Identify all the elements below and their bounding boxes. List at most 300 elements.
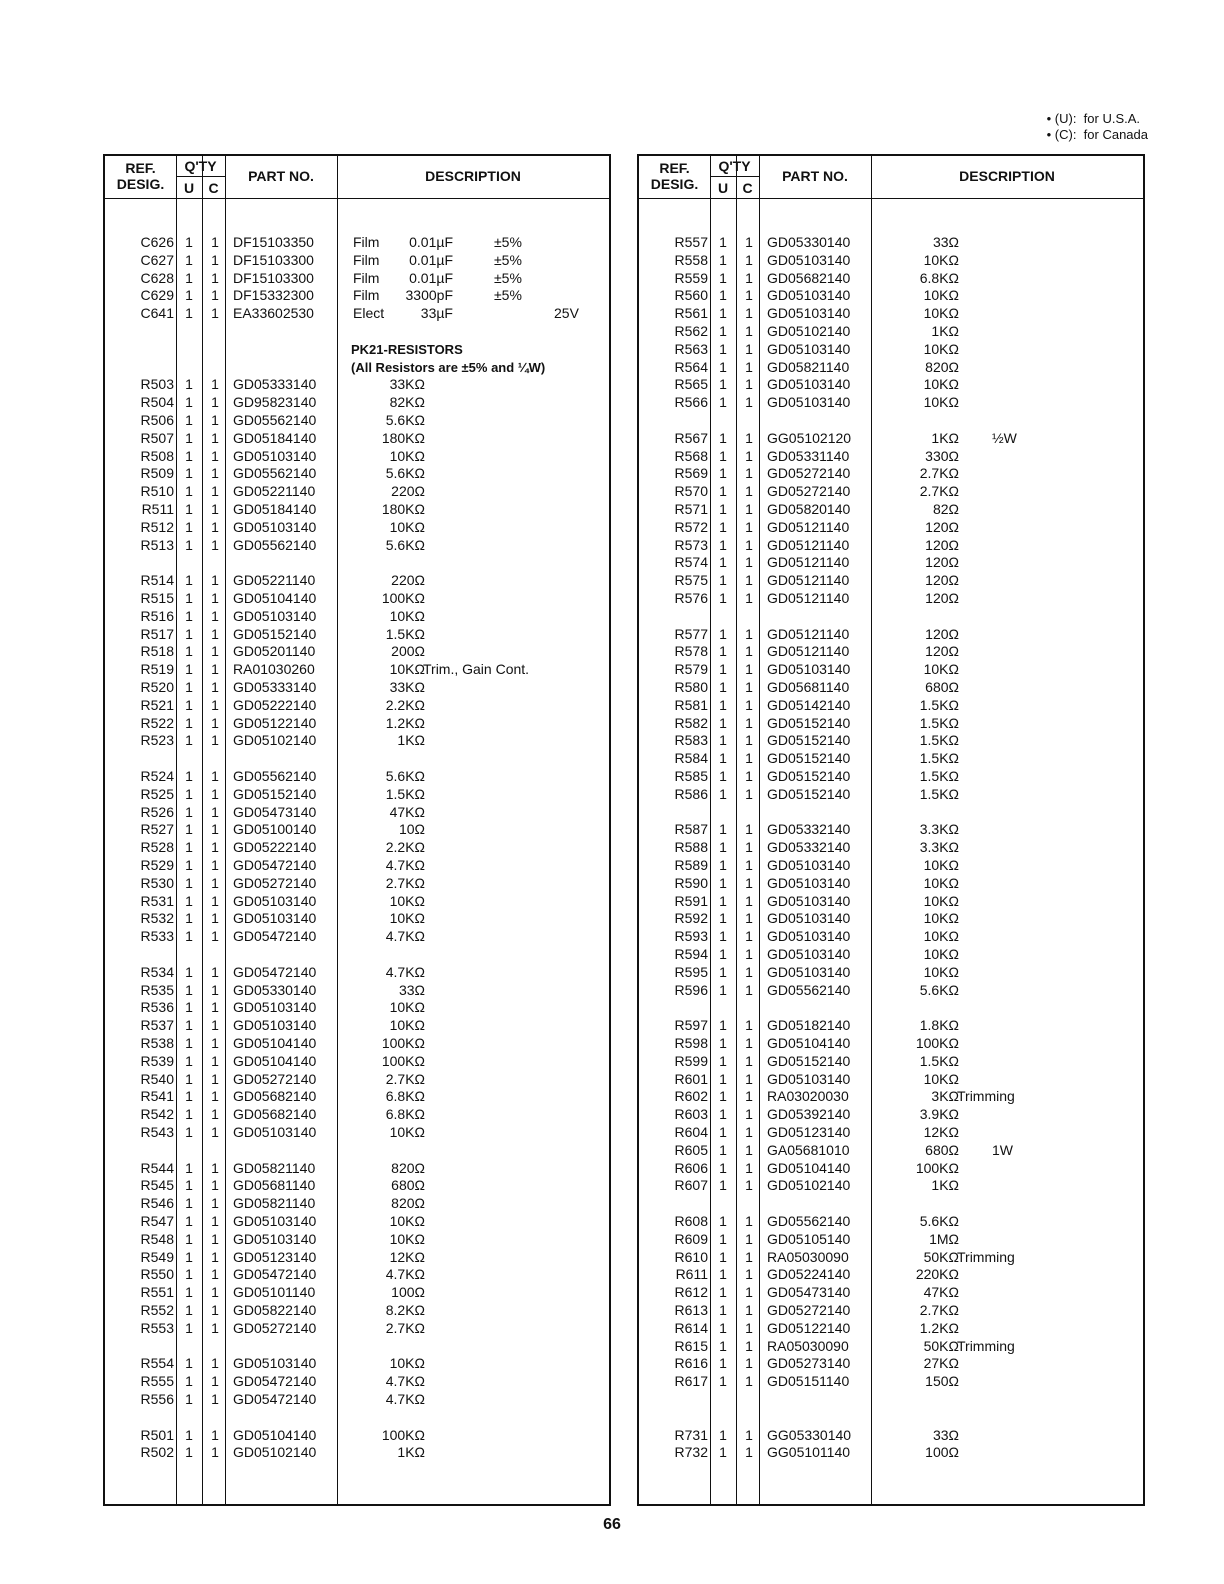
resistor-row	[105, 1266, 609, 1284]
ref-desig: R570	[674, 483, 708, 500]
ref-desig: R508	[140, 447, 174, 464]
resistor-row	[639, 1302, 1143, 1320]
resistance-value: 10KΩ	[923, 857, 959, 873]
resistance-value: 2.7KΩ	[919, 465, 959, 482]
part-no: GD05152140	[767, 785, 851, 802]
qty-u: 1	[719, 1106, 727, 1123]
resistance-value: 4.7KΩ	[385, 963, 425, 980]
ref-desig: R582	[674, 714, 708, 731]
qty-c: 1	[211, 501, 219, 517]
qty-c: 1	[745, 483, 753, 500]
resistance-value: 10KΩ	[923, 910, 959, 927]
ref-desig: R524	[140, 768, 174, 784]
resistor-row	[105, 1444, 609, 1462]
ref-desig: R617	[674, 1373, 708, 1390]
qty-u: 1	[185, 1017, 193, 1034]
ref-desig: R563	[674, 340, 708, 357]
resistor-row	[105, 804, 609, 822]
resistance-value: 10KΩ	[923, 376, 959, 393]
section-note: (All Resistors are ±5% and ¼W)	[351, 359, 546, 375]
resistor-row	[639, 626, 1143, 644]
qty-c: 1	[211, 1391, 219, 1407]
ref-desig: R502	[140, 1444, 174, 1461]
qty-c: 1	[211, 1444, 219, 1461]
part-no: GD05473140	[233, 803, 317, 820]
resistor-row	[639, 519, 1143, 537]
qty-c: 1	[745, 1088, 753, 1105]
part-no: GD05102140	[233, 1444, 317, 1461]
resistor-row	[105, 448, 609, 466]
qty-c: 1	[211, 732, 219, 749]
part-no: DF15332300	[233, 287, 314, 304]
part-no: GD05103140	[233, 999, 317, 1016]
qty-c: 1	[745, 910, 753, 927]
qty-u: 1	[719, 234, 727, 250]
capacitor-type: Film	[353, 269, 380, 286]
resistor-row	[105, 1355, 609, 1373]
resistor-row	[639, 643, 1143, 661]
qty-c: 1	[211, 661, 219, 678]
qty-c: 1	[211, 607, 219, 624]
resistance-value: 6.8KΩ	[919, 269, 959, 286]
qty-c: 1	[211, 1248, 219, 1265]
ref-desig: R538	[140, 1035, 174, 1051]
resistor-row	[639, 1106, 1143, 1124]
qty-u: 1	[719, 928, 727, 945]
qty-c: 1	[211, 714, 219, 731]
qty-u: 1	[185, 1444, 193, 1461]
part-no: GD05103140	[767, 928, 851, 945]
part-no: GD05123140	[767, 1124, 851, 1140]
resistor-row	[105, 1017, 609, 1035]
qty-c: 1	[211, 287, 219, 304]
resistor-row	[105, 982, 609, 1000]
qty-c: 1	[745, 447, 753, 464]
ref-desig: R592	[674, 910, 708, 927]
resistance-value: 1.8KΩ	[919, 1017, 959, 1034]
qty-c: 1	[745, 429, 753, 446]
resistance-value: 100KΩ	[381, 1426, 425, 1443]
tolerance: ±5%	[494, 251, 522, 268]
qty-u: 1	[719, 340, 727, 357]
resistance-value: 33Ω	[398, 981, 425, 998]
resistance-value: 2.7KΩ	[385, 874, 425, 891]
resistor-row	[105, 715, 609, 733]
qty-u: 1	[185, 465, 193, 482]
resistance-value: 1.5KΩ	[385, 625, 425, 642]
qty-c: 1	[745, 465, 753, 482]
header-part-no: PART NO.	[248, 168, 314, 184]
part-no: GD05104140	[233, 1052, 317, 1069]
resistor-row	[639, 715, 1143, 733]
qty-u: 1	[185, 1248, 193, 1265]
qty-c: 1	[211, 1195, 219, 1212]
resistance-value: 4.7KΩ	[385, 1391, 425, 1407]
qty-u: 1	[719, 1266, 727, 1283]
ref-desig: R601	[674, 1070, 708, 1087]
capacitor-type: Film	[353, 251, 380, 268]
resistor-row	[639, 252, 1143, 270]
qty-c: 1	[745, 857, 753, 873]
part-no: GD05104140	[233, 1035, 317, 1051]
part-no: GD05681140	[233, 1177, 316, 1194]
tolerance: ±5%	[494, 269, 522, 286]
ref-desig: R513	[140, 536, 174, 553]
part-no: GD05121140	[767, 536, 850, 553]
resistor-row	[105, 1071, 609, 1089]
part-no: GD05103140	[767, 1070, 851, 1087]
ref-desig: R529	[140, 857, 174, 873]
qty-c: 1	[745, 1426, 753, 1443]
header-part-no: PART NO.	[782, 168, 848, 184]
qty-u: 1	[185, 501, 193, 517]
part-no: RA03020030	[767, 1088, 849, 1105]
ref-desig: R586	[674, 785, 708, 802]
qty-c: 1	[211, 305, 219, 322]
resistance-value: 3.9KΩ	[919, 1106, 959, 1123]
resistor-row	[105, 1195, 609, 1213]
qty-u: 1	[185, 590, 193, 606]
resistor-row	[105, 430, 609, 448]
qty-u: 1	[719, 501, 727, 517]
resistor-row	[105, 519, 609, 537]
part-no: GD05182140	[767, 1017, 851, 1034]
resistance-value: 4.7KΩ	[385, 857, 425, 873]
part-no: GD05221140	[233, 483, 316, 500]
ref-desig: C628	[140, 269, 174, 286]
part-no: GD05103140	[767, 251, 851, 268]
qty-u: 1	[719, 1319, 727, 1336]
header-ref-line1: REF.	[659, 160, 690, 176]
qty-c: 1	[211, 1017, 219, 1034]
part-no: GD05682140	[233, 1106, 317, 1123]
qty-c: 1	[211, 447, 219, 464]
part-no: GD05821140	[233, 1195, 316, 1212]
qty-u: 1	[185, 1426, 193, 1443]
qty-c: 1	[211, 1284, 219, 1301]
ref-desig: R581	[674, 696, 708, 713]
ref-desig: R576	[674, 590, 708, 606]
ref-desig: R732	[674, 1444, 708, 1461]
part-no: GD05103140	[233, 447, 317, 464]
resistor-row	[639, 1124, 1143, 1142]
ref-desig: R527	[140, 821, 174, 838]
qty-c: 1	[745, 1141, 753, 1158]
part-no: GD05121140	[767, 625, 850, 642]
qty-u: 1	[185, 412, 193, 428]
tolerance: ±5%	[494, 287, 522, 304]
resistor-row	[639, 910, 1143, 928]
qty-c: 1	[745, 643, 753, 660]
qty-u: 1	[719, 750, 727, 767]
qty-c: 1	[745, 536, 753, 553]
resistor-row	[639, 946, 1143, 964]
qty-u: 1	[185, 376, 193, 393]
part-no: GD05121140	[767, 554, 850, 571]
part-no: GD05103140	[767, 910, 851, 927]
qty-c: 1	[745, 874, 753, 891]
qty-c: 1	[745, 714, 753, 731]
qty-u: 1	[719, 1035, 727, 1051]
qty-c: 1	[211, 963, 219, 980]
resistance-value: 50KΩ	[923, 1337, 959, 1354]
part-no: GD05472140	[233, 1373, 317, 1390]
resistance-value: 680Ω	[925, 679, 959, 695]
part-no: RA01030260	[233, 661, 315, 678]
ref-desig: R552	[140, 1302, 174, 1318]
part-no: GD95823140	[233, 394, 317, 411]
qty-u: 1	[719, 1017, 727, 1034]
ref-desig: R551	[140, 1284, 174, 1301]
part-no: GD05152140	[233, 625, 317, 642]
qty-c: 1	[211, 1070, 219, 1087]
qty-c: 1	[745, 251, 753, 268]
qty-c: 1	[745, 376, 753, 393]
ref-desig: R535	[140, 981, 174, 998]
ref-desig: R506	[140, 412, 174, 428]
qty-u: 1	[185, 768, 193, 784]
resistor-row	[105, 537, 609, 555]
qty-u: 1	[185, 1284, 193, 1301]
header-rule	[639, 198, 1143, 199]
ref-desig: R562	[674, 323, 708, 339]
qty-u: 1	[185, 269, 193, 286]
resistor-row	[105, 999, 609, 1017]
resistor-row	[639, 483, 1143, 501]
resistance-value: 330Ω	[925, 447, 959, 464]
resistor-row	[639, 1213, 1143, 1231]
qty-c: 1	[211, 1319, 219, 1336]
qty-c: 1	[211, 1266, 219, 1283]
resistor-row	[105, 590, 609, 608]
qty-u: 1	[185, 447, 193, 464]
qty-u: 1	[719, 554, 727, 571]
capacitance-value: 0.01µF	[409, 269, 453, 286]
qty-c: 1	[745, 1017, 753, 1034]
part-no: DF15103350	[233, 234, 314, 250]
resistance-value: 10Ω	[398, 821, 425, 838]
part-no: GD05152140	[767, 768, 851, 784]
ref-desig: R532	[140, 910, 174, 927]
ref-desig: R534	[140, 963, 174, 980]
part-no: GD05103140	[767, 661, 851, 678]
capacitor-row	[105, 305, 609, 323]
wattage-note: 1W	[992, 1141, 1013, 1158]
qty-c: 1	[745, 661, 753, 678]
resistance-value: 50KΩ	[923, 1248, 959, 1265]
resistor-row	[105, 928, 609, 946]
qty-c: 1	[745, 269, 753, 286]
resistor-row	[639, 323, 1143, 341]
qty-c: 1	[745, 892, 753, 909]
part-no: DF15103300	[233, 251, 314, 268]
qty-u: 1	[719, 358, 727, 375]
qty-c: 1	[745, 1319, 753, 1336]
ref-desig: R522	[140, 714, 174, 731]
qty-u: 1	[719, 287, 727, 304]
resistance-value: 33KΩ	[389, 679, 425, 695]
resistance-value: 1KΩ	[931, 1177, 959, 1194]
ref-desig: R517	[140, 625, 174, 642]
capacitor-type: Film	[353, 234, 380, 250]
resistor-row	[105, 1124, 609, 1142]
part-no: GD05103140	[233, 1213, 317, 1229]
resistance-value: 120Ω	[925, 625, 959, 642]
resistance-value: 100KΩ	[381, 1035, 425, 1051]
qty-c: 1	[745, 340, 753, 357]
qty-c: 1	[745, 1230, 753, 1247]
qty-u: 1	[185, 287, 193, 304]
ref-desig: R616	[674, 1355, 708, 1372]
part-no: GD05562140	[233, 412, 317, 428]
resistance-value: 1.5KΩ	[919, 750, 959, 767]
qty-u: 1	[719, 1141, 727, 1158]
qty-c: 1	[211, 1177, 219, 1194]
qty-u: 1	[719, 447, 727, 464]
resistance-value: 5.6KΩ	[919, 981, 959, 998]
part-no: GA05681010	[767, 1141, 850, 1158]
ref-desig: R557	[674, 234, 708, 250]
resistor-row	[105, 768, 609, 786]
qty-u: 1	[185, 857, 193, 873]
ref-desig: R595	[674, 963, 708, 980]
qty-u: 1	[719, 1088, 727, 1105]
part-no: GD05331140	[767, 447, 850, 464]
part-no: GD05103140	[767, 376, 851, 393]
resistor-row	[639, 1017, 1143, 1035]
ref-desig: R565	[674, 376, 708, 393]
resistor-row	[639, 341, 1143, 359]
qty-u: 1	[719, 483, 727, 500]
resistor-row	[639, 1071, 1143, 1089]
part-no: GD05332140	[767, 821, 851, 838]
qty-c: 1	[745, 1106, 753, 1123]
resistor-row	[639, 1142, 1143, 1160]
qty-u: 1	[719, 1159, 727, 1176]
part-no: GD05152140	[767, 732, 851, 749]
part-no: GD05562140	[233, 465, 317, 482]
part-no: GD05105140	[767, 1230, 851, 1247]
qty-c: 1	[211, 1213, 219, 1229]
part-no: RA05030090	[767, 1337, 849, 1354]
qty-u: 1	[185, 1195, 193, 1212]
ref-desig: R515	[140, 590, 174, 606]
resistance-value: 10KΩ	[923, 287, 959, 304]
part-no: GD05103140	[767, 287, 851, 304]
qty-u: 1	[719, 981, 727, 998]
qty-u: 1	[185, 892, 193, 909]
part-no: GD05562140	[767, 981, 851, 998]
resistor-row	[639, 750, 1143, 768]
qty-c: 1	[211, 1106, 219, 1123]
resistor-row	[105, 1213, 609, 1231]
qty-c: 1	[211, 483, 219, 500]
qty-u: 1	[719, 1302, 727, 1318]
ref-desig: R571	[674, 501, 708, 517]
ref-desig: R569	[674, 465, 708, 482]
ref-desig: R559	[674, 269, 708, 286]
resistor-row	[105, 1249, 609, 1267]
qty-c: 1	[745, 1070, 753, 1087]
header-ref-line2: DESIG.	[116, 176, 165, 192]
ref-desig: R613	[674, 1302, 708, 1318]
ref-desig: R609	[674, 1230, 708, 1247]
resistor-row	[639, 1035, 1143, 1053]
resistance-value: 33Ω	[932, 1426, 959, 1443]
qty-u: 1	[719, 269, 727, 286]
ref-desig: R528	[140, 839, 174, 856]
header-qty-u: U	[183, 180, 195, 196]
resistor-row	[639, 964, 1143, 982]
qty-u: 1	[185, 803, 193, 820]
resistor-row	[639, 572, 1143, 590]
part-no: GD05562140	[767, 1213, 851, 1229]
resistor-row	[105, 697, 609, 715]
qty-u: 1	[719, 696, 727, 713]
resistance-value: 150Ω	[925, 1373, 959, 1390]
resistor-row	[105, 661, 609, 679]
qty-c: 1	[211, 536, 219, 553]
ref-desig: R561	[674, 305, 708, 322]
ref-desig: R587	[674, 821, 708, 838]
ref-desig: R537	[140, 1017, 174, 1034]
resistance-value: 10KΩ	[923, 928, 959, 945]
resistor-row	[639, 875, 1143, 893]
resistance-value: 120Ω	[925, 572, 959, 589]
region-notes	[1047, 111, 1148, 143]
qty-c: 1	[211, 1230, 219, 1247]
part-no: GD05103140	[233, 607, 317, 624]
qty-u: 1	[719, 963, 727, 980]
ref-desig: R603	[674, 1106, 708, 1123]
resistance-value: 10KΩ	[389, 661, 425, 678]
qty-c: 1	[211, 981, 219, 998]
resistance-value: 10KΩ	[923, 963, 959, 980]
ref-desig: R614	[674, 1319, 708, 1336]
resistance-value: 27KΩ	[923, 1355, 959, 1372]
qty-c: 1	[211, 1124, 219, 1140]
qty-c: 1	[745, 305, 753, 322]
resistance-value: 12KΩ	[923, 1124, 959, 1140]
resistor-row	[639, 1249, 1143, 1267]
header-qty-c: C	[742, 180, 753, 196]
resistor-row	[105, 1088, 609, 1106]
resistance-value: 33Ω	[932, 234, 959, 250]
qty-c: 1	[211, 910, 219, 927]
resistance-value: 1.5KΩ	[919, 732, 959, 749]
resistance-value: 10KΩ	[389, 1355, 425, 1372]
resistance-value: 5.6KΩ	[385, 768, 425, 784]
ref-desig: R545	[140, 1177, 174, 1194]
resistor-row	[639, 982, 1143, 1000]
qty-u: 1	[185, 394, 193, 411]
qty-c: 1	[211, 892, 219, 909]
header-qty: Q'TY	[184, 158, 217, 174]
ref-desig: R594	[674, 946, 708, 962]
qty-u: 1	[719, 892, 727, 909]
part-no: DF15103300	[233, 269, 314, 286]
resistance-value: 5.6KΩ	[385, 536, 425, 553]
ref-desig: R539	[140, 1052, 174, 1069]
capacitor-type: Film	[353, 287, 380, 304]
qty-u: 1	[185, 1088, 193, 1105]
part-no: GD05103140	[767, 340, 851, 357]
resistance-value: 10KΩ	[923, 661, 959, 678]
resistance-value: 1.5KΩ	[919, 1052, 959, 1069]
ref-desig: R583	[674, 732, 708, 749]
qty-u: 1	[719, 946, 727, 962]
part-no: GD05104140	[767, 1035, 851, 1051]
